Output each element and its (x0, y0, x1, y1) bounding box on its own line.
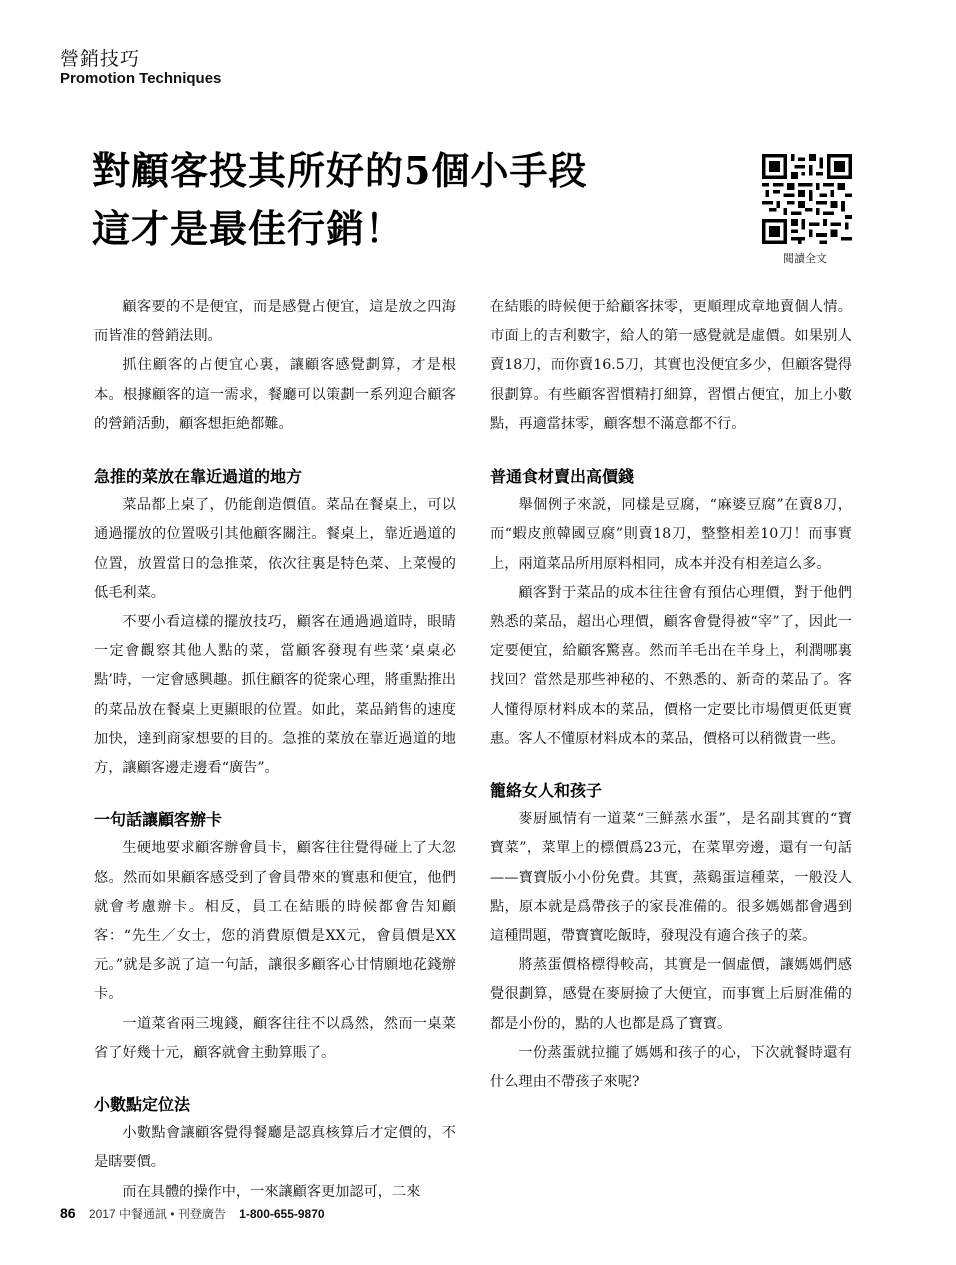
qr-code-label: 閱讀全文 (783, 252, 827, 265)
section-4-paragraph-2: 顧客對于菜品的成本往往會有預估心理價，對于他們熟悉的菜品，超出心理價，顧客會覺得被“宰”了，因此一定要便宜，給顧客驚喜。然而羊毛出在羊身上，利潤哪裏找回？當然是那些神秘的、不熟悉的、新奇的菜品了。客人懂得原材料成本的菜品，價格一定要比市場價更低更實惠。客人不懂原材料成本的菜品，價格可以稍微貴一些。 (490, 584, 852, 747)
continued-paragraph: 在結賬的時候便于給顧客抹零，更順理成章地賣個人情。市面上的吉利數字，給人的第一感覺就是虛價。如果别人賣18刀，而你賣16.5刀，其實也没便宜多少，但顧客覺得很劃算。有些顧客習慣精打細算，習慣占便宜，加上小數點，再適當抹零，顧客想不滿意都不行。 (490, 299, 852, 432)
article-column-right (490, 293, 852, 1097)
section-5-paragraph-1: 麥厨風情有一道菜“三鮮蒸水蛋”，是名副其實的“寶寶菜”，菜單上的標價爲23元，在菜單旁邊，還有一句話——寶寶版小小份免費。其實，蒸鷄蛋這種菜，一般没人點，原本就是爲帶孩子的家長准備的。很多媽媽都會遇到這種問題，帶寶寶吃飯時，發現没有適合孩子的菜。 (490, 811, 852, 945)
article-title (92, 142, 587, 258)
intro-paragraph-1: 顧客要的不是便宜，而是感覺占便宜，這是放之四海而皆准的營銷法則。 (94, 299, 456, 345)
article-column-left (94, 293, 456, 1207)
section-2-paragraph-2: 一道菜省兩三塊錢，顧客往往不以爲然，然而一桌菜省了好幾十元，顧客就會主動算賬了。 (94, 1015, 456, 1061)
qr-code-icon[interactable] (762, 154, 852, 244)
section-heading-2: 一句話讓顧客辦卡 (94, 810, 223, 830)
section-5-paragraph-3: 一份蒸蛋就拉攏了媽媽和孩子的心，下次就餐時還有什么理由不帶孩子來呢? (490, 1044, 852, 1091)
section-heading-5: 籠絡女人和孩子 (490, 781, 603, 801)
section-1-paragraph-2: 不要小看這樣的擺放技巧，顧客在通過過道時，眼睛一定會觀察其他人點的菜，當顧客發現有些菜‘桌桌必點’時，一定會感興趣。抓住顧客的從衆心理，將重點推出的菜品放在餐桌上更顯眼的位置。如此，菜品銷售的速度加快，達到商家想要的目的。急推的菜放在靠近過道的地方，讓顧客邊走邊看“廣告”。 (94, 614, 456, 777)
section-2-paragraph-1: 生硬地要求顧客辦會員卡，顧客往往覺得碰上了大忽悠。然而如果顧客感受到了會員帶來的實惠和便宜，他們就會考慮辦卡。相反，員工在結賬的時候都會告知顧客：“先生／女士，您的消費原價是XX元，會員價是XX元。”就是多説了這一句話，讓很多顧客心甘情願地花錢辦卡。 (94, 840, 456, 1003)
page-number: 86 (60, 1205, 76, 1221)
article-title-line1: 對顧客投其所好的5個小手段 (92, 148, 588, 193)
section-title-en: Promotion Techniques (60, 70, 222, 87)
section-heading-3: 小數點定位法 (94, 1095, 191, 1115)
section-4-paragraph-1: 舉個例子來説，同樣是豆腐，“麻婆豆腐”在賣8刀，而“蝦皮煎韓國豆腐”則賣18刀，整整相差10刀！而事實上，兩道菜品所用原料相同，成本并没有相差這么多。 (490, 497, 852, 572)
section-heading-4: 普通食材賣出高價錢 (490, 467, 635, 487)
section-3-paragraph-2: 而在具體的操作中，一來讓顧客更加認可，二來 (122, 1183, 421, 1200)
section-5-paragraph-2: 將蒸蛋價格標得較高，其實是一個虛價，讓媽媽們感覺很劃算，感覺在麥厨撿了大便宜，而事實上后厨准備的都是小份的，點的人也都是爲了寶寶。 (490, 957, 852, 1032)
publication-name: 2017 中餐通訊 • 刊登廣告 (88, 1207, 226, 1221)
section-1-paragraph-1: 菜品都上桌了，仍能創造價值。菜品在餐桌上，可以通過擺放的位置吸引其他顧客關注。餐桌上，靠近過道的位置，放置當日的急推菜，依次往裏是特色菜、上菜慢的低毛利菜。 (94, 497, 456, 601)
advertising-phone: 1-800-655-9870 (239, 1207, 325, 1221)
article-title-line2: 這才是最佳行銷！ (92, 206, 405, 251)
intro-paragraph-2: 抓住顧客的占便宜心裏，讓顧客感覺劃算，才是根本。根據顧客的這一需求，餐廳可以策劃一系列迎合顧客的營銷活動，顧客想拒絶都難。 (94, 357, 456, 432)
section-title-zh: 營銷技巧 (60, 48, 141, 70)
section-3-paragraph-1: 小數點會讓顧客覺得餐廳是認真核算后才定價的，不是瞎要價。 (94, 1125, 456, 1171)
section-heading-1: 急推的菜放在靠近過道的地方 (94, 467, 303, 487)
page-footer (60, 1205, 325, 1222)
